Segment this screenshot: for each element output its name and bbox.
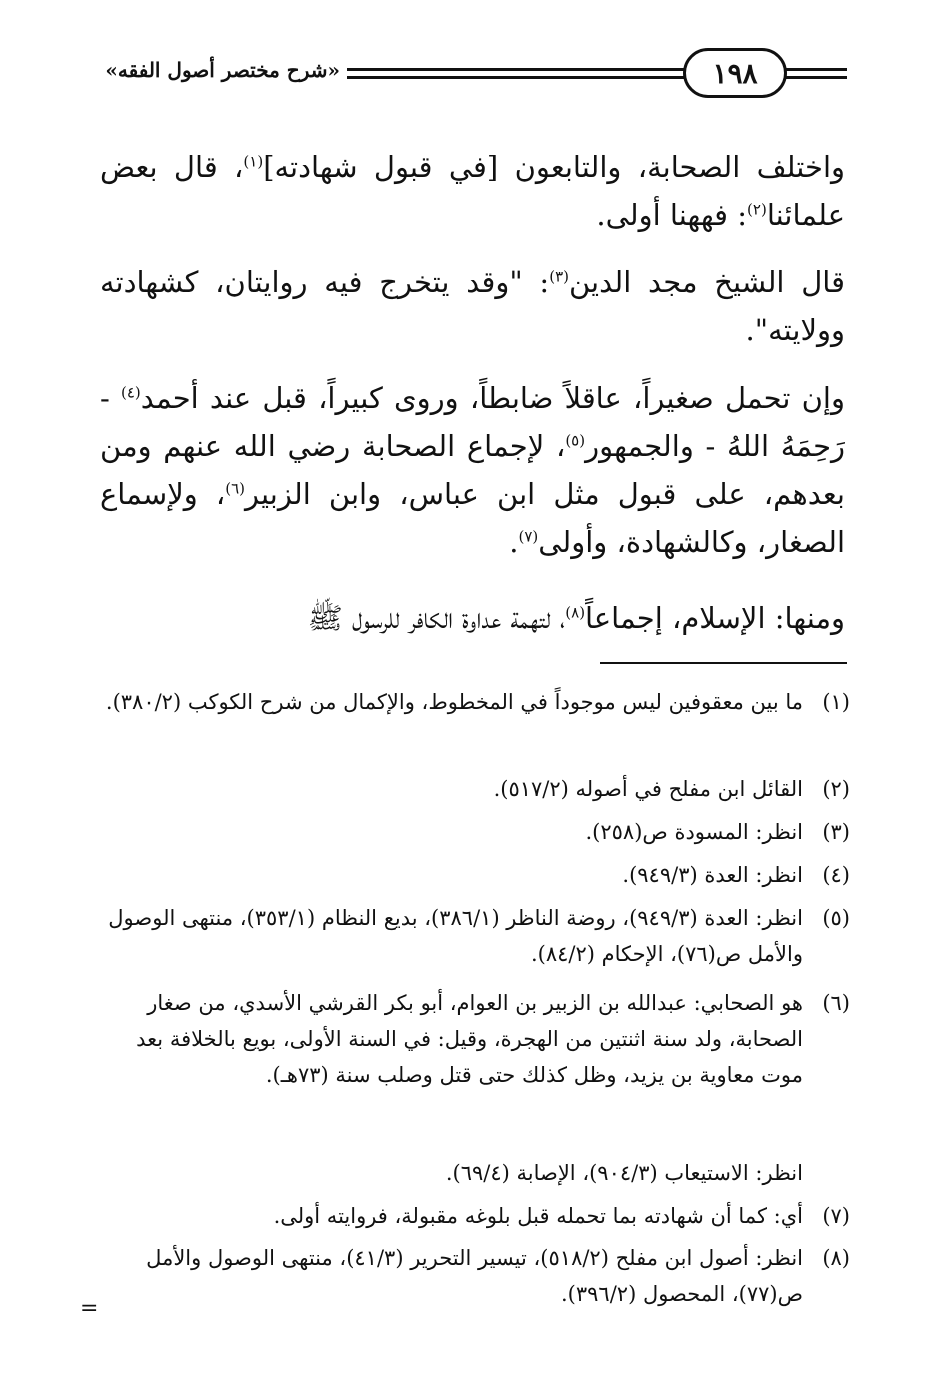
footnote-separator xyxy=(600,662,847,664)
footnote-ref-1[interactable]: (١) xyxy=(243,152,264,171)
page-number: ١٩٨ xyxy=(712,56,758,90)
footnote-ref-4[interactable]: (٤) xyxy=(120,383,141,402)
p3-text-c: ، لإجماع الصحابة رضي الله عنهم ومن بعدهم، على قبول مثل ابن عباس، وابن الزبير xyxy=(100,429,845,511)
footnote-number: (٦) xyxy=(822,991,850,1015)
footnote-ref-5[interactable]: (٥) xyxy=(565,431,586,450)
footnote-number: (٥) xyxy=(822,906,850,930)
footnote-number: (٧) xyxy=(822,1204,850,1228)
footnote-number: (٢) xyxy=(822,777,850,801)
footnote-number: (٨) xyxy=(822,1246,850,1270)
footnote-ref-2[interactable]: (٢) xyxy=(747,200,767,219)
p2-text-b: : "وقد يتخرج فيه روايتان، كشهادته وولايته". xyxy=(100,265,845,347)
p3-text-d: ، ولإسماع الصغار، وكالشهادة، وأولى xyxy=(100,477,845,559)
footnote-text: انظر: أصول ابن مفلح (٥١٨/٢)، تيسير التحرير (٤١/٣)، منتهى الوصول والأمل ص(٧٧)، المحصول (٣٩٦/٢). xyxy=(146,1246,803,1306)
p1-text-b: ، قال بعض علمائنا xyxy=(100,150,845,232)
continuation-mark: = xyxy=(80,1296,99,1321)
p3-text-b: - رَحِمَهُ اللهُ - والجمهور xyxy=(100,381,846,463)
paragraph-4 xyxy=(100,594,845,642)
footnote-text: انظر: العدة (٩٤٩/٣)، روضة الناظر (٣٨٦/١)، بديع النظام (٣٥٣/١)، منتهى الوصول والأمل ص(٧٦)، الإحكام (٨٤/٢). xyxy=(108,906,803,966)
running-title: «شرح مختصر أصول الفقه» xyxy=(105,58,340,82)
footnote-7 xyxy=(100,1198,850,1234)
p1-text-a: واختلف الصحابة، والتابعون [في قبول شهادته] xyxy=(263,150,846,184)
footnote-number: (٤) xyxy=(822,863,850,887)
footnote-text: أي: كما أن شهادته بما تحمله قبل بلوغه مقبولة، فروايته أولى. xyxy=(273,1204,803,1228)
footnote-ref-3[interactable]: (٣) xyxy=(549,267,569,286)
footnote-2 xyxy=(100,771,850,807)
paragraph-1 xyxy=(100,143,845,239)
footnote-ref-7[interactable]: (٧) xyxy=(518,527,539,546)
footnote-1 xyxy=(100,684,850,720)
footnote-text: ما بين معقوفين ليس موجوداً في المخطوط، والإكمال من شرح الكوكب (٣٨٠/٢). xyxy=(105,690,803,714)
p4-text-b: ، لتهمة عداوة الكافر للرسول ﷺ xyxy=(307,601,566,635)
footnote-3 xyxy=(100,814,850,850)
footnote-6 xyxy=(100,985,850,1093)
page-number-badge xyxy=(683,48,787,98)
p2-text-a: قال الشيخ مجد الدين xyxy=(568,265,845,299)
footnote-text: انظر: المسودة ص(٢٥٨). xyxy=(585,820,803,844)
p1-text-c: : فههنا أولى. xyxy=(596,198,748,232)
footnote-4 xyxy=(100,857,850,893)
p4-text-a: ومنها: الإسلام، إجماعاً xyxy=(585,601,845,635)
footnote-5 xyxy=(100,900,850,972)
paragraph-3 xyxy=(100,374,845,566)
p3-text-e: . xyxy=(509,525,519,559)
footnote-ref-6[interactable]: (٦) xyxy=(225,479,246,498)
p3-text-a: وإن تحمل صغيراً، عاقلاً ضابطاً، وروى كبيراً، قبل عند أحمد xyxy=(140,381,845,415)
footnote-number: (١) xyxy=(822,690,850,714)
footnote-6-continuation: انظر: الاستيعاب (٩٠٤/٣)، الإصابة (٦٩/٤). xyxy=(445,1161,803,1185)
footnote-ref-8[interactable]: (٨) xyxy=(565,603,586,622)
footnote-8 xyxy=(100,1240,850,1312)
footnote-text: هو الصحابي: عبدالله بن الزبير بن العوام، أبو بكر القرشي الأسدي، من صغار الصحابة، ولد سنة اثنتين من الهجرة، وقيل: في السنة الأولى، بويع بالخلافة بعد موت معاوية بن يزيد، وظل كذلك حتى قتل وصلب سنة (٧٣هـ). xyxy=(136,991,803,1087)
footnote-text: انظر: العدة (٩٤٩/٣). xyxy=(622,863,803,887)
paragraph-2 xyxy=(100,258,845,354)
footnote-number: (٣) xyxy=(822,820,850,844)
footnote-text: القائل ابن مفلح في أصوله (٥١٧/٢). xyxy=(493,777,803,801)
